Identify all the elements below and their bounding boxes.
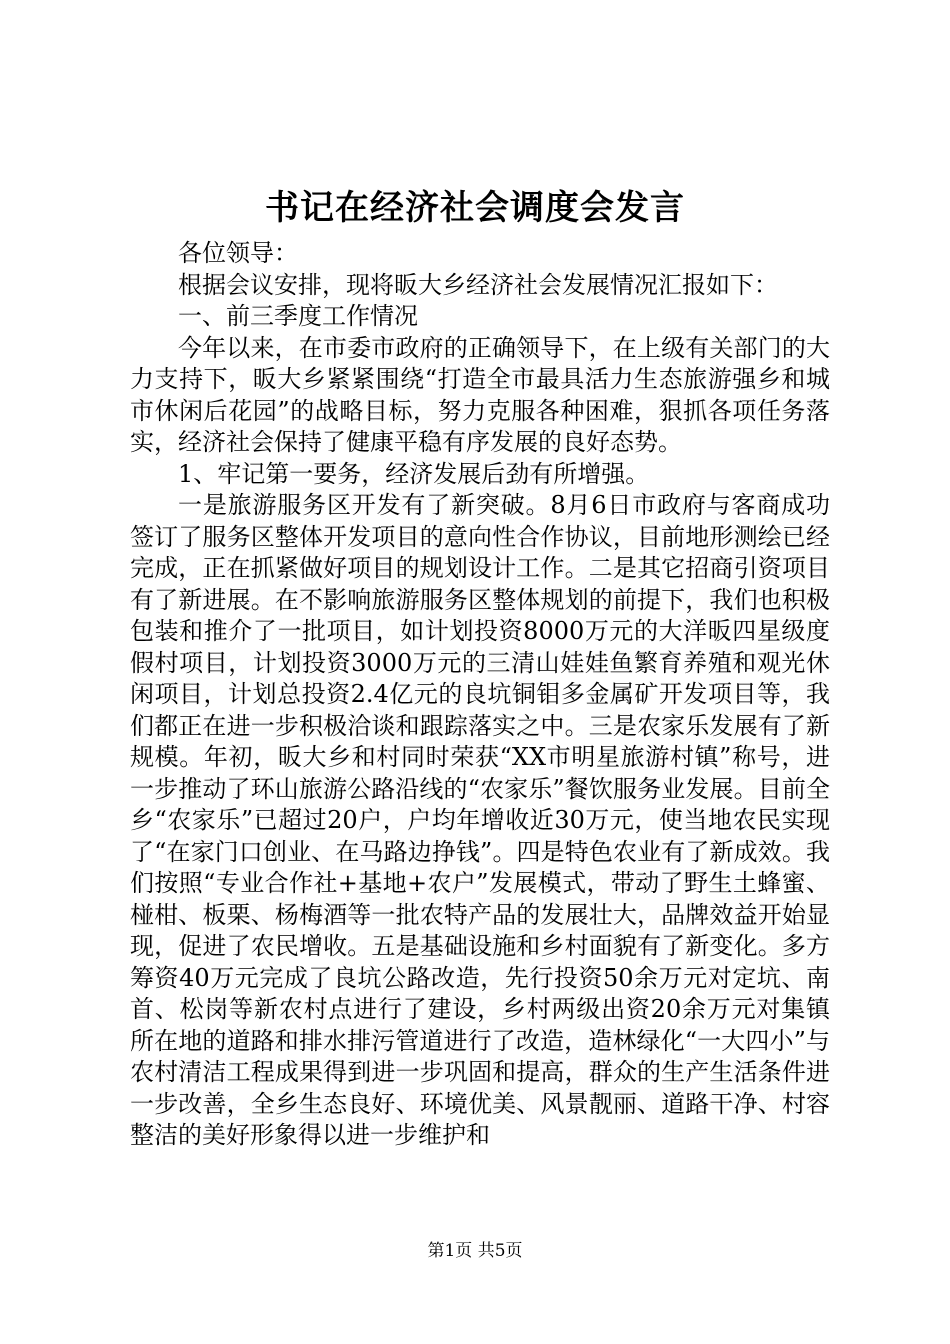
greeting-paragraph: 各位领导：	[178, 239, 298, 267]
subsection-heading: 1、牢记第一要务，经济发展后劲有所增强。	[178, 459, 650, 488]
body-paragraph: 一是旅游服务区开发有了新突破。8月6日市政府与客商成功签订了服务区整体开发项目的意向性合作协议，目前地形测绘已经完成，正在抓紧做好项目的规划设计工作。二是其它招商引资项目有了新进展。在不影响旅游服务区整体规划的前提下，我们也积极包装和推介了一批项目，如计划投资8000万元的大洋昄四星级度假村项目，计划投资3000万元的三清山娃娃鱼繁育养殖和观光休闲项目，计划总投资2.4亿元的良坑铜钼多金属矿开发项目等，我们都正在进一步积极洽谈和跟踪落实之中。三是农家乐发展有了新规模。年初，昄大乡和村同时荣获“XX市明星旅游村镇”称号，进一步推动了环山旅游公路沿线的“农家乐”餐饮服务业发展。目前全乡“农家乐”已超过20户，户均年增收近30万元，使当地农民实现了“在家门口创业、在马路边挣钱”。四是特色农业有了新成效。我们按照“专业合作社+基地+农户”发展模式，带动了野生土蜂蜜、椪柑、板栗、杨梅酒等一批农特产品的发展壮大，品牌效益开始显现，促进了农民增收。五是基础设施和乡村面貌有了新变化。多方筹资40万元完成了良坑公路改造，先行投资50余万元对定坑、南首、松岗等新农村点进行了建设，乡村两级出资20余万元对集镇所在地的道路和排水排污管道进行了改造，造林绿化“一大四小”与农村清洁工程成果得到进一步巩固和提高，群众的生产生活条件进一步改善，全乡生态良好、环境优美、风景靓丽、道路干净、村容整洁的美好形象得以进一步维护和	[130, 491, 830, 1149]
body-paragraph: 今年以来，在市委市政府的正确领导下，在上级有关部门的大力支持下，昄大乡紧紧围绕“打造全市最具活力生态旅游强乡和城市休闲后花园”的战略目标，努力克服各种困难，狠抓各项任务落实，经济社会保持了健康平稳有序发展的良好态势。	[130, 333, 830, 456]
document-title: 书记在经济社会调度会发言	[265, 188, 685, 228]
section-heading: 一、前三季度工作情况	[178, 302, 418, 330]
intro-paragraph: 根据会议安排，现将昄大乡经济社会发展情况汇报如下：	[178, 270, 778, 299]
page-footer: 第1页 共5页	[427, 1241, 523, 1261]
document-body	[130, 238, 830, 1152]
